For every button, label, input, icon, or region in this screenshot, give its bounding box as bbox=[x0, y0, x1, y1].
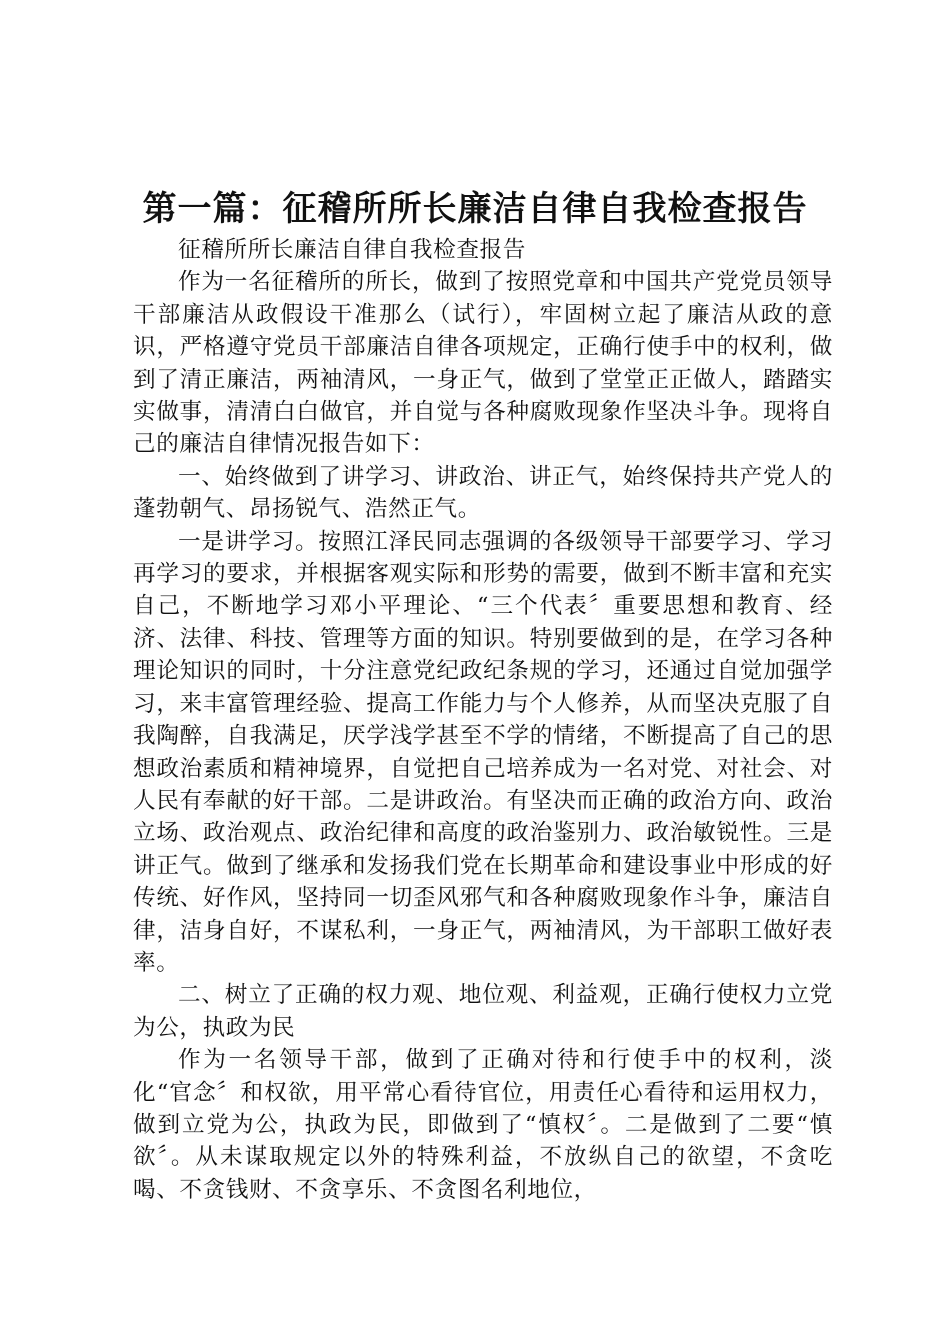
paragraph-section-2-body: 作为一名领导干部，做到了正确对待和行使手中的权利，淡化“官念〞和权欲，用平常心看待官位，用责任心看待和运用权力，做到立党为公，执政为民，即做到了“慎权〞。二是做到了二要“慎欲〞。从未谋取规定以外的特殊利益，不放纵自己的欲望，不贪吃喝、不贪钱财、不贪享乐、不贪图名利地位， bbox=[133, 1047, 833, 1203]
paragraph-section-1-heading: 一、始终做到了讲学习、讲政治、讲正气，始终保持共产党人的蓬勃朝气、昂扬锐气、浩然正气。 bbox=[133, 463, 833, 523]
paragraph-subtitle: 征稽所所长廉洁自律自我检查报告 bbox=[178, 237, 526, 263]
paragraph-intro: 作为一名征稽所的所长，做到了按照党章和中国共产党党员领导干部廉洁从政假设干准那么（试行），牢固树立起了廉洁从政的意识，严格遵守党员干部廉洁自律各项规定，正确行使手中的权利，做到了清正廉洁，两袖清风，一身正气，做到了堂堂正正做人，踏踏实实做事，清清白白做官，并自觉与各种腐败现象作坚决斗争。现将自己的廉洁自律情况报告如下： bbox=[133, 269, 833, 458]
document-body bbox=[133, 234, 833, 1206]
document-title: 第一篇：征稽所所长廉洁自律自我检查报告 bbox=[142, 189, 808, 229]
paragraph-section-1-body: 一是讲学习。按照江泽民同志强调的各级领导干部要学习、学习再学习的要求，并根据客观实际和形势的需要，做到不断丰富和充实自己，不断地学习邓小平理论、“三个代表〞重要思想和教育、经济、法律、科技、管理等方面的知识。特别要做到的是，在学习各种理论知识的同时，十分注意党纪政纪条规的学习，还通过自觉加强学习，来丰富管理经验、提高工作能力与个人修养，从而坚决克服了自我陶醉，自我满足，厌学浅学甚至不学的情绪，不断提高了自己的思想政治素质和精神境界，自觉把自己培养成为一名对党、对社会、对人民有奉献的好干部。二是讲政治。有坚决而正确的政治方向、政治立场、政治观点、政治纪律和高度的政治鉴别力、政治敏锐性。三是讲正气。做到了继承和发扬我们党在长期革命和建设事业中形成的好传统、好作风，坚持同一切歪风邪气和各种腐败现象作斗争，廉洁自律，洁身自好，不谋私利，一身正气，两袖清风，为干部职工做好表率。 bbox=[133, 528, 833, 976]
paragraph-section-2-heading: 二、树立了正确的权力观、地位观、利益观，正确行使权力立党为公，执政为民 bbox=[133, 982, 833, 1041]
